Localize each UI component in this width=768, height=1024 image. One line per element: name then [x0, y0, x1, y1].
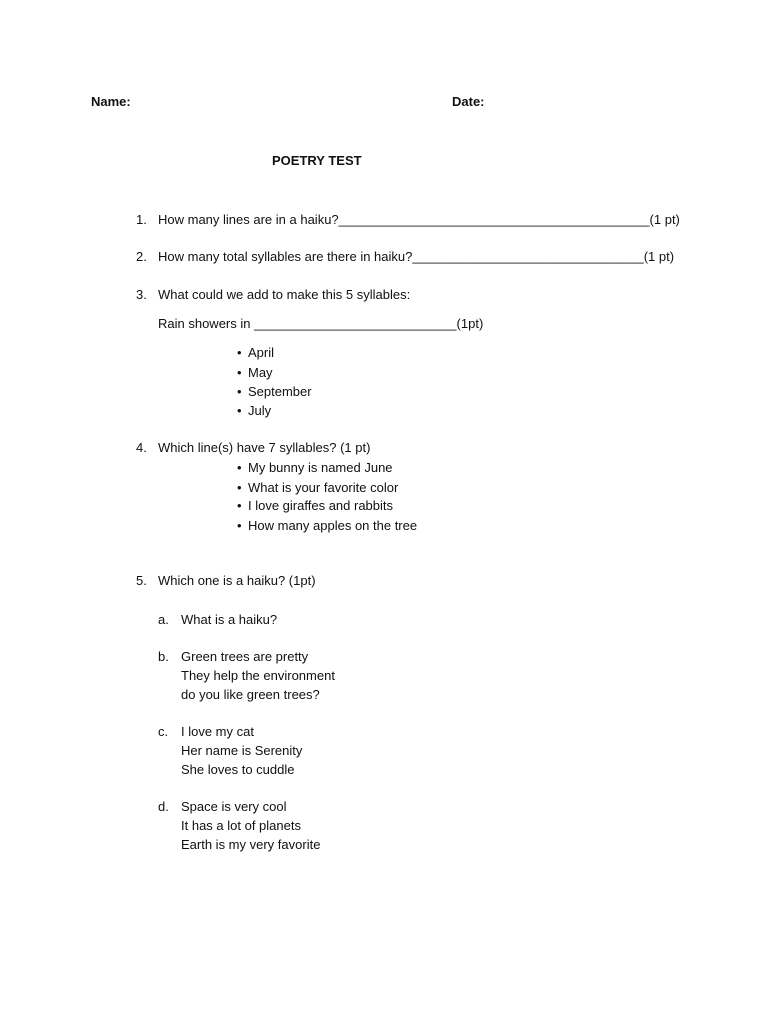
bullet-icon: •: [237, 498, 242, 513]
choice-b-line: Green trees are pretty: [181, 649, 309, 664]
list-item-text: July: [248, 403, 272, 418]
list-item: [237, 385, 312, 398]
list-item-text: September: [248, 384, 312, 399]
question-4-number: 4.: [136, 440, 147, 455]
list-item-text: My bunny is named June: [248, 460, 393, 475]
choice-a-line: What is a haiku?: [181, 612, 278, 627]
name-label: Name:: [91, 94, 131, 109]
question-1-text: How many lines are in a haiku?___________________________________________(1 pt): [158, 212, 680, 227]
choice-d-line: It has a lot of planets: [181, 818, 301, 833]
list-item: [237, 404, 271, 417]
choice-c-line: I love my cat: [181, 724, 254, 739]
choice-d-line: Space is very cool: [181, 799, 287, 814]
bullet-icon: •: [237, 345, 242, 360]
bullet-icon: •: [237, 384, 242, 399]
choice-b-letter: b.: [158, 649, 169, 664]
bullet-icon: •: [237, 403, 242, 418]
question-2-number: 2.: [136, 249, 147, 264]
question-4-text: Which line(s) have 7 syllables? (1 pt): [158, 440, 371, 455]
choice-b-line: do you like green trees?: [181, 687, 320, 702]
list-item-text: How many apples on the tree: [248, 518, 418, 533]
page-title: POETRY TEST: [272, 153, 362, 168]
list-item-text: May: [248, 365, 273, 380]
bullet-icon: •: [237, 365, 242, 380]
choice-b-line: They help the environment: [181, 668, 335, 683]
question-5-number: 5.: [136, 573, 147, 588]
question-3-fill-line: Rain showers in ____________________________(1pt): [158, 316, 484, 331]
question-2-text: How many total syllables are there in haiku?________________________________(1 pt): [158, 249, 675, 264]
list-item: [237, 519, 417, 532]
choice-a-letter: a.: [158, 612, 169, 627]
date-label: Date:: [452, 94, 485, 109]
list-item-text: What is your favorite color: [248, 480, 399, 495]
list-item: [237, 461, 393, 474]
bullet-icon: •: [237, 480, 242, 495]
bullet-icon: •: [237, 460, 242, 475]
question-3-number: 3.: [136, 287, 147, 302]
choice-c-line: Her name is Serenity: [181, 743, 303, 758]
question-1-number: 1.: [136, 212, 147, 227]
list-item: [237, 499, 393, 512]
list-item-text: April: [248, 345, 275, 360]
choice-c-letter: c.: [158, 724, 169, 739]
choice-d-letter: d.: [158, 799, 169, 814]
bullet-icon: •: [237, 518, 242, 533]
choice-d-line: Earth is my very favorite: [181, 837, 321, 852]
list-item: [237, 481, 398, 494]
choice-c-line: She loves to cuddle: [181, 762, 295, 777]
list-item: [237, 346, 274, 359]
list-item: [237, 366, 273, 379]
question-3-text: What could we add to make this 5 syllables:: [158, 287, 411, 302]
list-item-text: I love giraffes and rabbits: [248, 498, 394, 513]
question-5-text: Which one is a haiku? (1pt): [158, 573, 316, 588]
